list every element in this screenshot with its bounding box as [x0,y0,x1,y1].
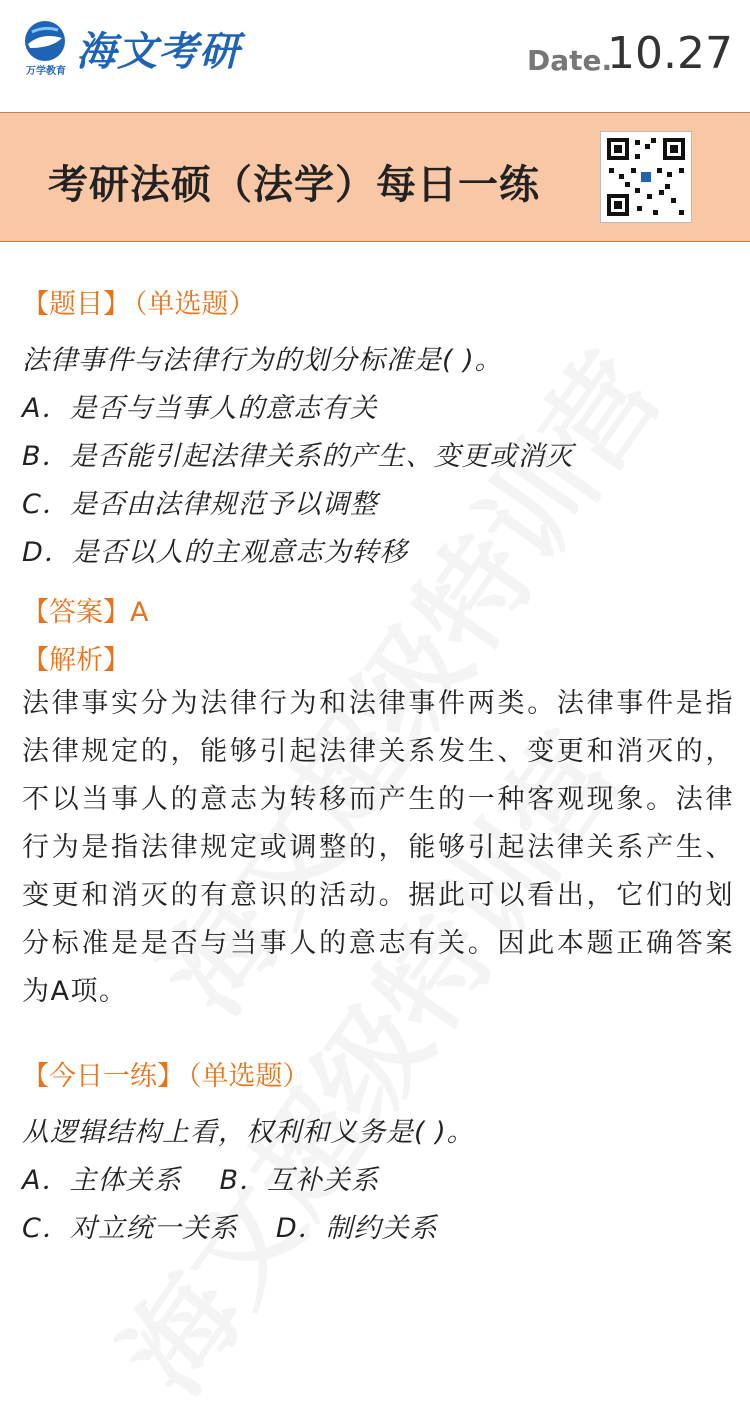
today-option-b: B．互补关系 [219,1165,380,1196]
logo-text: 海文考研 [76,29,240,75]
today-tag: 【今日一练】 [22,1061,184,1092]
question-tag: 【题目】 [22,289,130,320]
page-title: 考研法硕（法学）每日一练 [48,162,540,208]
page-header [0,0,750,112]
option-b: B．是否能引起法律关系的产生、变更或消灭 [22,441,574,472]
option-a: A．是否与当事人的意志有关 [22,393,378,424]
date-label: Date. [527,44,613,77]
today-option-d: D．制约关系 [275,1213,438,1244]
date-value: 10.27 [607,28,733,79]
option-c: C．是否由法律规范予以调整 [22,489,378,520]
qr-code-icon [600,131,692,223]
today-option-a: A．主体关系 [22,1165,182,1196]
title-band [0,112,750,242]
analysis-heading [22,638,130,677]
today-heading [22,1054,310,1093]
today-options-row-1 [22,1158,379,1197]
logo [18,18,258,78]
today-type: （单选题） [188,1061,310,1092]
analysis-tag: 【解析】 [22,645,130,676]
question-heading [22,282,256,321]
globe-logo-icon [22,18,68,64]
option-d: D．是否以人的主观意志为转移 [22,537,408,568]
answer-tag: 【答案】 [22,597,130,628]
analysis-text: 法律事实分为法律行为和法律事件两类。法律事件是指法律规定的，能够引起法律关系发生、变更和消灭的，不以当事人的意志为转移而产生的一种客观现象。法律行为是指法律规定或调整的，能够引起法律关系产生、变更和消灭的有意识的活动。据此可以看出，它们的划分标准是是否与当事人的意志有关。因此本题正确答案为A项。 [22,688,734,1007]
answer-row [22,590,148,629]
answer-value: A [130,597,149,628]
today-stem: 从逻辑结构上看，权利和义务是( )。 [22,1117,475,1148]
today-option-c: C．对立统一关系 [22,1213,238,1244]
question-stem: 法律事件与法律行为的划分标准是( )。 [22,345,503,376]
today-options-row-2 [22,1206,438,1245]
logo-subtitle: 万学教育 [26,66,66,77]
question-type: （单选题） [134,289,256,320]
